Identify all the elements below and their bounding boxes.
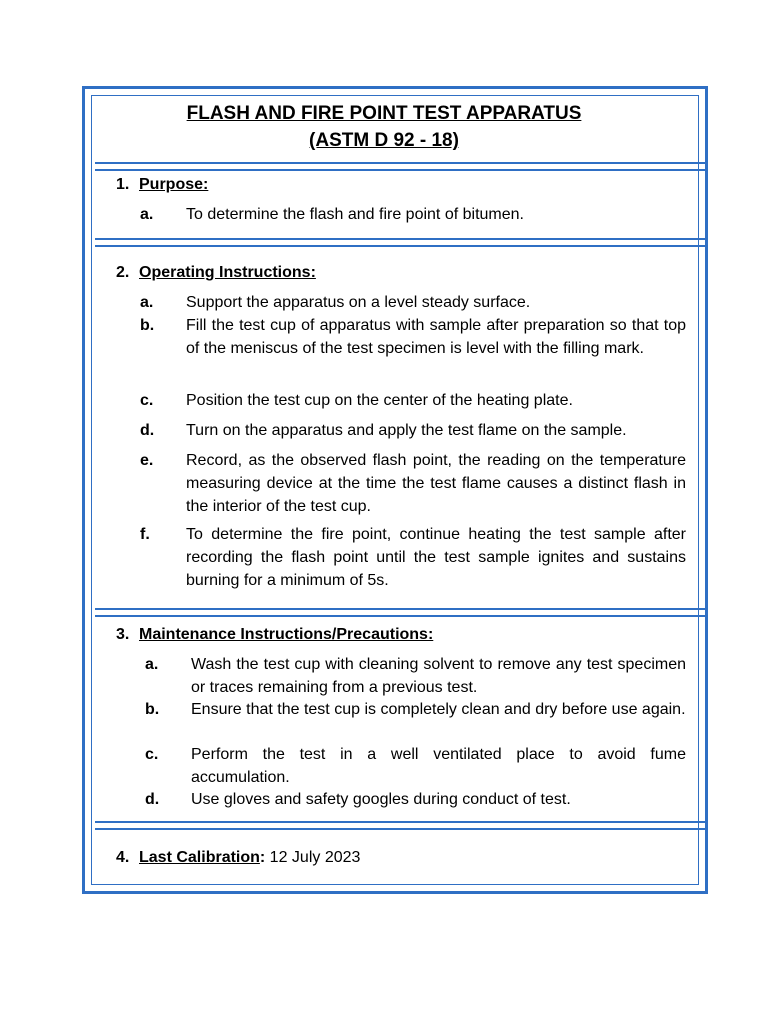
section-title: Purpose: [139,176,209,193]
list-item [145,698,686,721]
item-text: Use gloves and safety googles during conduct of test. [191,791,571,808]
item-marker: a. [140,294,154,311]
item-text: Wash the test cup with cleaning solvent to remove any test specimen or traces remaining from a previous test. [191,656,686,696]
item-text: Support the apparatus on a level steady surface. [186,294,531,311]
section-4-heading [116,847,360,869]
item-marker: f. [140,526,150,543]
item-marker: a. [145,656,159,673]
item-marker: a. [140,206,154,223]
item-marker: d. [145,791,160,808]
document-title: FLASH AND FIRE POINT TEST APPARATUS [186,103,582,124]
list-item [140,389,686,412]
list-item [140,291,686,314]
item-text: Ensure that the test cup is completely clean and dry before use again. [191,701,686,718]
section-number: 2. [116,264,130,281]
document-subtitle: (ASTM D 92 - 18) [309,130,459,151]
section-title: Last Calibration [139,849,260,866]
list-item [145,743,686,789]
section-number: 4. [116,849,130,866]
list-item [145,653,686,699]
item-marker: e. [140,452,154,469]
list-item [140,449,686,518]
item-text: To determine the flash and fire point of bitumen. [186,206,524,223]
calibration-date: 12 July 2023 [265,849,361,866]
heading-separator: : [259,849,266,866]
item-text: Fill the test cup of apparatus with sample after preparation so that top of the meniscus of the test specimen is level with the filling mark. [186,317,686,357]
section-divider [95,238,705,247]
section-divider [95,821,705,830]
item-marker: b. [145,701,160,718]
item-text: Turn on the apparatus and apply the test flame on the sample. [186,422,627,439]
item-text: Position the test cup on the center of the heating plate. [186,392,573,409]
list-item [140,419,686,442]
item-marker: c. [145,746,159,763]
list-item [140,523,686,592]
section-title: Operating Instructions: [139,264,316,281]
section-title: Maintenance Instructions/Precautions: [139,626,434,643]
item-text: Record, as the observed flash point, the reading on the temperature measuring device at the time the test flame causes a distinct flash in the interior of the test cup. [186,452,686,515]
item-text: Perform the test in a well ventilated place to avoid fume accumulation. [191,746,686,786]
item-marker: d. [140,422,155,439]
section-1-heading [116,174,208,196]
section-divider [95,162,705,171]
list-item [140,314,686,360]
section-divider [95,608,705,617]
section-3-heading [116,624,433,646]
list-item [140,203,686,226]
section-number: 1. [116,176,130,193]
item-text: To determine the fire point, continue heating the test sample after recording the flash point until the test sample ignites and sustains burning for a minimum of 5s. [186,526,686,589]
item-marker: b. [140,317,155,334]
list-item [145,788,686,811]
section-2-heading [116,262,316,284]
item-marker: c. [140,392,154,409]
section-number: 3. [116,626,130,643]
